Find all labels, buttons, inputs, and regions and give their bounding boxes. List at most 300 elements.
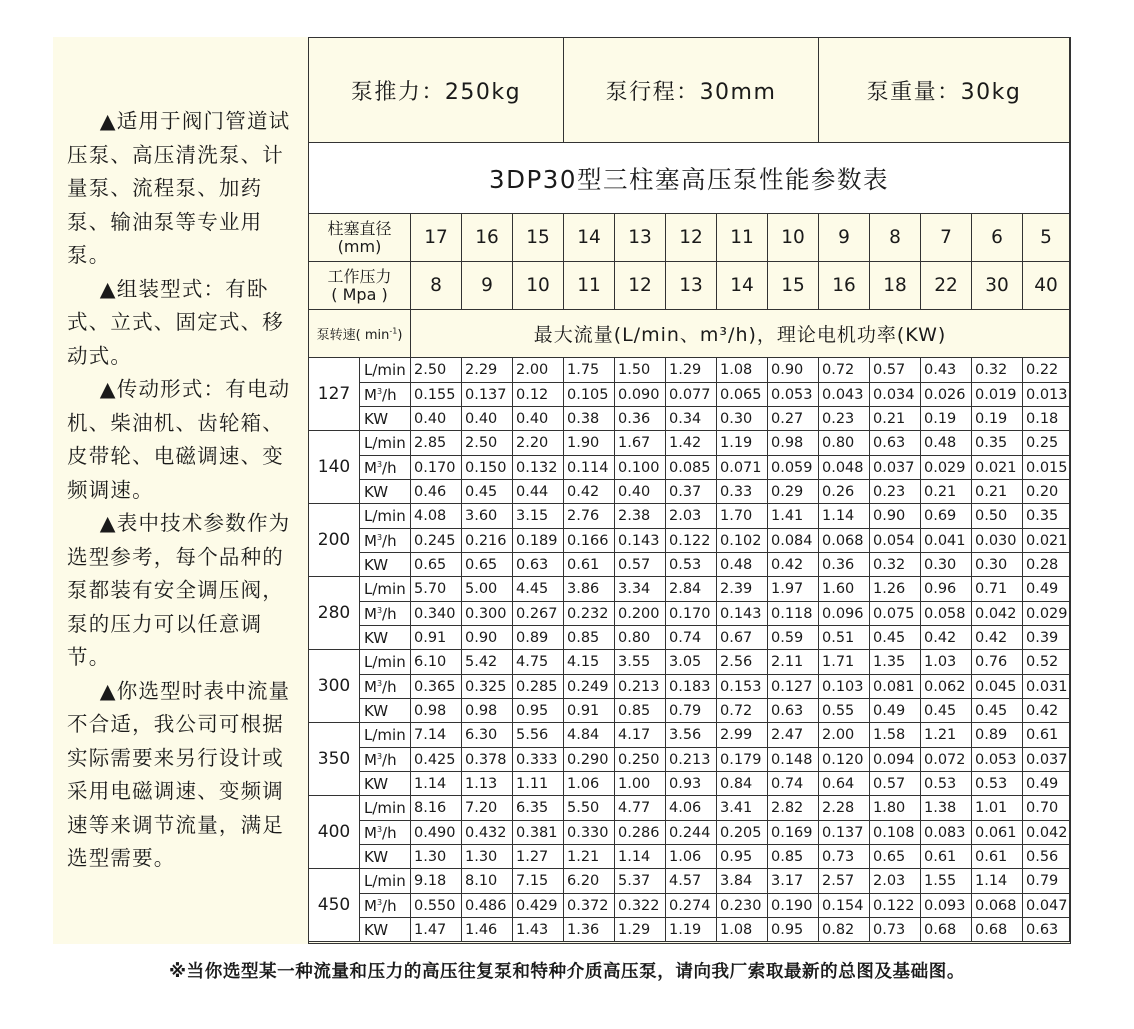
table-cell: 0.21 — [870, 407, 921, 431]
table-cell: 8.10 — [462, 869, 513, 894]
table-cell: 0.34 — [666, 407, 717, 431]
diameter-label-text: 柱塞直径 — [327, 218, 392, 238]
table-cell: 1.38 — [921, 796, 972, 821]
table-cell: 0.91 — [411, 626, 462, 650]
table-cell: 2.85 — [411, 431, 462, 456]
pressure-value: 8 — [411, 262, 462, 310]
table-cell: 0.031 — [1023, 675, 1070, 699]
table-cell: 0.244 — [666, 821, 717, 845]
table-cell: 0.372 — [564, 894, 615, 918]
table-cell: 1.26 — [870, 577, 921, 602]
table-cell: 0.80 — [615, 626, 666, 650]
unit-kw: KW — [360, 626, 411, 650]
table-cell: 1.50 — [615, 358, 666, 383]
table-cell: 0.490 — [411, 821, 462, 845]
table-cell: 2.00 — [513, 358, 564, 383]
table-cell: 0.63 — [768, 699, 819, 723]
table-row — [309, 723, 1070, 748]
table-cell: 0.23 — [819, 407, 870, 431]
table-cell: 0.71 — [972, 577, 1023, 602]
rpm-value: 200 — [309, 504, 360, 577]
table-cell: 0.325 — [462, 675, 513, 699]
table-cell: 0.85 — [615, 699, 666, 723]
table-cell: 0.068 — [819, 529, 870, 553]
table-cell: 0.49 — [870, 699, 921, 723]
table-cell: 0.63 — [1023, 918, 1070, 942]
table-cell: 0.378 — [462, 748, 513, 772]
table-cell: 0.030 — [972, 529, 1023, 553]
table-cell: 3.34 — [615, 577, 666, 602]
table-cell: 0.333 — [513, 748, 564, 772]
table-title: 3DP30型三柱塞高压泵性能参数表 — [309, 143, 1070, 214]
unit-m3h-end: /h — [382, 458, 397, 477]
rpm-label — [309, 310, 411, 358]
unit-lmin: L/min — [360, 796, 411, 821]
unit-lmin: L/min — [360, 504, 411, 529]
table-row — [309, 553, 1070, 577]
table-cell: 2.03 — [870, 869, 921, 894]
table-cell: 1.90 — [564, 431, 615, 456]
table-cell: 1.60 — [819, 577, 870, 602]
table-cell: 0.096 — [819, 602, 870, 626]
table-cell: 5.37 — [615, 869, 666, 894]
table-cell: 0.19 — [972, 407, 1023, 431]
pressure-value: 30 — [972, 262, 1023, 310]
table-cell: 0.33 — [717, 480, 768, 504]
table-cell: 0.26 — [819, 480, 870, 504]
table-cell: 0.084 — [768, 529, 819, 553]
table-cell: 0.037 — [870, 456, 921, 480]
diameter-value: 16 — [462, 214, 513, 262]
sidebar-notes — [53, 37, 309, 944]
table-cell: 0.42 — [921, 626, 972, 650]
unit-m3h — [360, 383, 411, 407]
table-cell: 0.148 — [768, 748, 819, 772]
table-cell: 0.094 — [870, 748, 921, 772]
pressure-row — [309, 262, 1070, 310]
unit-lmin: L/min — [360, 650, 411, 675]
title-row — [309, 143, 1070, 214]
table-cell: 0.91 — [564, 699, 615, 723]
unit-m3h-end: /h — [382, 677, 397, 696]
table-cell: 0.365 — [411, 675, 462, 699]
table-cell: 3.15 — [513, 504, 564, 529]
table-cell: 6.30 — [462, 723, 513, 748]
table-cell: 0.63 — [513, 553, 564, 577]
table-cell: 5.42 — [462, 650, 513, 675]
rpm-value: 350 — [309, 723, 360, 796]
unit-m3h-base: M — [364, 750, 377, 769]
table-cell: 0.072 — [921, 748, 972, 772]
unit-m3h-base: M — [364, 458, 377, 477]
table-cell: 7.15 — [513, 869, 564, 894]
table-cell: 0.132 — [513, 456, 564, 480]
table-cell: 5.50 — [564, 796, 615, 821]
unit-m3h-base: M — [364, 823, 377, 842]
unit-m3h-exponent: 3 — [376, 532, 383, 542]
note-paragraph: ▲你选型时表中流量不合适，我公司可根据实际需要来另行设计或采用电磁调速、变频调速等来调节流量，满足选型需要。 — [67, 678, 291, 870]
table-cell: 2.82 — [768, 796, 819, 821]
diameter-value: 12 — [666, 214, 717, 262]
table-cell: 1.41 — [768, 504, 819, 529]
table-cell: 0.034 — [870, 383, 921, 407]
table-cell: 0.062 — [921, 675, 972, 699]
rpm-label-text: 泵转速 — [316, 328, 356, 343]
table-cell: 0.19 — [921, 407, 972, 431]
table-cell: 0.486 — [462, 894, 513, 918]
table-cell: 0.98 — [768, 431, 819, 456]
rpm-label-end: ) — [397, 328, 403, 343]
table-cell: 8.16 — [411, 796, 462, 821]
flow-header-row — [309, 310, 1070, 358]
table-cell: 0.48 — [921, 431, 972, 456]
table-cell: 0.068 — [972, 894, 1023, 918]
table-cell: 0.82 — [819, 918, 870, 942]
table-cell: 1.11 — [513, 772, 564, 796]
table-cell: 0.90 — [870, 504, 921, 529]
table-cell: 0.37 — [666, 480, 717, 504]
table-cell: 0.026 — [921, 383, 972, 407]
table-cell: 0.249 — [564, 675, 615, 699]
table-cell: 0.98 — [462, 699, 513, 723]
diameter-label-unit: (mm) — [337, 236, 382, 256]
table-row — [309, 845, 1070, 869]
table-row — [309, 529, 1070, 553]
table-cell: 3.41 — [717, 796, 768, 821]
table-cell: 0.76 — [972, 650, 1023, 675]
table-cell: 0.42 — [972, 626, 1023, 650]
table-cell: 0.019 — [972, 383, 1023, 407]
unit-kw: KW — [360, 918, 411, 942]
table-cell: 0.015 — [1023, 456, 1070, 480]
table-row — [309, 407, 1070, 431]
table-cell: 0.029 — [921, 456, 972, 480]
table-cell: 1.80 — [870, 796, 921, 821]
table-cell: 1.19 — [717, 431, 768, 456]
table-cell: 0.32 — [972, 358, 1023, 383]
table-cell: 0.183 — [666, 675, 717, 699]
table-cell: 0.30 — [717, 407, 768, 431]
table-cell: 0.57 — [870, 772, 921, 796]
unit-m3h — [360, 675, 411, 699]
table-cell: 0.48 — [717, 553, 768, 577]
table-cell: 3.60 — [462, 504, 513, 529]
table-cell: 0.114 — [564, 456, 615, 480]
table-cell: 1.08 — [717, 918, 768, 942]
unit-lmin: L/min — [360, 431, 411, 456]
table-cell: 0.179 — [717, 748, 768, 772]
table-cell: 4.84 — [564, 723, 615, 748]
unit-m3h-base: M — [364, 604, 377, 623]
unit-m3h — [360, 748, 411, 772]
diameter-value: 15 — [513, 214, 564, 262]
table-cell: 4.57 — [666, 869, 717, 894]
unit-m3h — [360, 602, 411, 626]
table-cell: 0.45 — [462, 480, 513, 504]
table-cell: 1.27 — [513, 845, 564, 869]
pressure-value: 40 — [1023, 262, 1070, 310]
table-cell: 0.108 — [870, 821, 921, 845]
table-cell: 0.155 — [411, 383, 462, 407]
table-cell: 1.30 — [411, 845, 462, 869]
table-row — [309, 918, 1070, 942]
table-cell: 3.05 — [666, 650, 717, 675]
table-cell: 1.46 — [462, 918, 513, 942]
unit-kw: KW — [360, 480, 411, 504]
table-cell: 0.63 — [870, 431, 921, 456]
table-cell: 0.122 — [666, 529, 717, 553]
diameter-value: 10 — [768, 214, 819, 262]
unit-m3h-exponent: 3 — [376, 678, 383, 688]
table-cell: 2.50 — [411, 358, 462, 383]
table-cell: 3.86 — [564, 577, 615, 602]
unit-m3h-end: /h — [382, 531, 397, 550]
note-paragraph: ▲表中技术参数作为选型参考，每个品种的泵都装有安全调压阀，泵的压力可以任意调节。 — [67, 511, 291, 669]
table-cell: 0.55 — [819, 699, 870, 723]
table-cell: 0.059 — [768, 456, 819, 480]
table-cell: 0.79 — [666, 699, 717, 723]
table-cell: 0.213 — [615, 675, 666, 699]
table-cell: 7.20 — [462, 796, 513, 821]
table-cell: 0.166 — [564, 529, 615, 553]
table-cell: 0.51 — [819, 626, 870, 650]
table-cell: 0.300 — [462, 602, 513, 626]
table-cell: 0.045 — [972, 675, 1023, 699]
table-cell: 0.042 — [1023, 821, 1070, 845]
table-cell: 0.381 — [513, 821, 564, 845]
unit-kw: KW — [360, 553, 411, 577]
table-cell: 0.89 — [972, 723, 1023, 748]
table-cell: 0.205 — [717, 821, 768, 845]
table-cell: 0.127 — [768, 675, 819, 699]
table-cell: 1.13 — [462, 772, 513, 796]
table-cell: 0.267 — [513, 602, 564, 626]
pressure-value: 18 — [870, 262, 921, 310]
pressure-value: 10 — [513, 262, 564, 310]
table-cell: 0.49 — [1023, 577, 1070, 602]
table-cell: 0.322 — [615, 894, 666, 918]
table-cell: 0.432 — [462, 821, 513, 845]
table-cell: 0.245 — [411, 529, 462, 553]
table-cell: 4.17 — [615, 723, 666, 748]
table-cell: 0.73 — [870, 918, 921, 942]
table-cell: 0.61 — [972, 845, 1023, 869]
table-cell: 0.048 — [819, 456, 870, 480]
pressure-value: 12 — [615, 262, 666, 310]
table-cell: 0.43 — [921, 358, 972, 383]
table-cell: 1.21 — [564, 845, 615, 869]
table-cell: 3.55 — [615, 650, 666, 675]
table-row — [309, 626, 1070, 650]
unit-m3h — [360, 821, 411, 845]
table-cell: 5.70 — [411, 577, 462, 602]
table-cell: 2.00 — [819, 723, 870, 748]
table-cell: 4.75 — [513, 650, 564, 675]
table-cell: 0.35 — [972, 431, 1023, 456]
table-cell: 4.77 — [615, 796, 666, 821]
table-cell: 7.14 — [411, 723, 462, 748]
pressure-label-unit: ( Mpa ) — [331, 284, 388, 304]
table-cell: 0.042 — [972, 602, 1023, 626]
unit-lmin: L/min — [360, 358, 411, 383]
table-cell: 0.122 — [870, 894, 921, 918]
table-cell: 1.55 — [921, 869, 972, 894]
table-cell: 1.01 — [972, 796, 1023, 821]
thrust-spec: 泵推力：250kg — [309, 38, 564, 143]
unit-m3h — [360, 894, 411, 918]
table-cell: 1.71 — [819, 650, 870, 675]
table-cell: 0.74 — [768, 772, 819, 796]
pressure-value: 13 — [666, 262, 717, 310]
table-cell: 0.105 — [564, 383, 615, 407]
table-cell: 0.137 — [462, 383, 513, 407]
pressure-value: 14 — [717, 262, 768, 310]
table-cell: 0.70 — [1023, 796, 1070, 821]
diameter-value: 13 — [615, 214, 666, 262]
table-cell: 0.56 — [1023, 845, 1070, 869]
table-cell: 1.35 — [870, 650, 921, 675]
table-cell: 2.28 — [819, 796, 870, 821]
table-cell: 0.35 — [1023, 504, 1070, 529]
unit-m3h-exponent: 3 — [376, 897, 383, 907]
table-cell: 0.120 — [819, 748, 870, 772]
table-cell: 1.14 — [819, 504, 870, 529]
table-cell: 1.29 — [666, 358, 717, 383]
table-cell: 0.95 — [717, 845, 768, 869]
table-cell: 5.56 — [513, 723, 564, 748]
unit-kw: KW — [360, 845, 411, 869]
table-cell: 1.00 — [615, 772, 666, 796]
pressure-value: 16 — [819, 262, 870, 310]
table-cell: 0.047 — [1023, 894, 1070, 918]
table-cell: 0.013 — [1023, 383, 1070, 407]
unit-m3h-exponent: 3 — [376, 459, 383, 469]
table-cell: 1.43 — [513, 918, 564, 942]
table-cell: 1.14 — [615, 845, 666, 869]
table-cell: 0.053 — [972, 748, 1023, 772]
table-cell: 0.65 — [870, 845, 921, 869]
table-row — [309, 675, 1070, 699]
table-cell: 0.037 — [1023, 748, 1070, 772]
rpm-value: 450 — [309, 869, 360, 942]
table-cell: 0.021 — [972, 456, 1023, 480]
table-cell: 1.97 — [768, 577, 819, 602]
table-cell: 1.70 — [717, 504, 768, 529]
table-cell: 1.75 — [564, 358, 615, 383]
table-cell: 0.52 — [1023, 650, 1070, 675]
unit-m3h-end: /h — [382, 823, 397, 842]
unit-m3h — [360, 456, 411, 480]
rpm-label-exponent: -1 — [389, 326, 398, 336]
table-cell: 1.03 — [921, 650, 972, 675]
table-cell: 0.40 — [462, 407, 513, 431]
table-cell: 0.68 — [972, 918, 1023, 942]
table-cell: 0.213 — [666, 748, 717, 772]
table-cell: 0.53 — [921, 772, 972, 796]
table-cell: 0.216 — [462, 529, 513, 553]
table-cell: 1.30 — [462, 845, 513, 869]
table-cell: 0.232 — [564, 602, 615, 626]
table-cell: 0.28 — [1023, 553, 1070, 577]
table-cell: 0.065 — [717, 383, 768, 407]
table-cell: 0.286 — [615, 821, 666, 845]
table-cell: 1.36 — [564, 918, 615, 942]
table-cell: 0.077 — [666, 383, 717, 407]
table-cell: 0.169 — [768, 821, 819, 845]
table-cell: 0.090 — [615, 383, 666, 407]
table-cell: 0.84 — [717, 772, 768, 796]
pressure-value: 11 — [564, 262, 615, 310]
table-cell: 0.89 — [513, 626, 564, 650]
unit-lmin: L/min — [360, 577, 411, 602]
table-cell: 0.36 — [819, 553, 870, 577]
table-row — [309, 504, 1070, 529]
unit-m3h-base: M — [364, 531, 377, 550]
table-cell: 0.73 — [819, 845, 870, 869]
spec-row — [309, 38, 1070, 143]
table-cell: 4.45 — [513, 577, 564, 602]
table-cell: 1.29 — [615, 918, 666, 942]
table-cell: 0.74 — [666, 626, 717, 650]
table-cell: 0.061 — [972, 821, 1023, 845]
note-paragraph: ▲传动形式：有电动机、柴油机、齿轮箱、皮带轮、电磁调速、变频调速。 — [67, 377, 291, 502]
table-cell: 0.190 — [768, 894, 819, 918]
table-row — [309, 358, 1070, 383]
unit-kw: KW — [360, 407, 411, 431]
table-cell: 0.250 — [615, 748, 666, 772]
table-row — [309, 431, 1070, 456]
unit-kw: KW — [360, 699, 411, 723]
table-cell: 2.99 — [717, 723, 768, 748]
table-cell: 0.083 — [921, 821, 972, 845]
table-cell: 0.61 — [1023, 723, 1070, 748]
table-cell: 0.429 — [513, 894, 564, 918]
rpm-value: 300 — [309, 650, 360, 723]
table-cell: 0.68 — [921, 918, 972, 942]
table-cell: 0.40 — [615, 480, 666, 504]
table-cell: 5.00 — [462, 577, 513, 602]
table-row — [309, 650, 1070, 675]
table-cell: 0.18 — [1023, 407, 1070, 431]
table-cell: 0.69 — [921, 504, 972, 529]
unit-lmin: L/min — [360, 869, 411, 894]
table-row — [309, 821, 1070, 845]
table-cell: 0.23 — [870, 480, 921, 504]
table-cell: 0.22 — [1023, 358, 1070, 383]
table-cell: 2.38 — [615, 504, 666, 529]
table-cell: 0.59 — [768, 626, 819, 650]
pressure-value: 9 — [462, 262, 513, 310]
table-cell: 0.42 — [768, 553, 819, 577]
rpm-value: 127 — [309, 358, 360, 431]
table-cell: 0.90 — [462, 626, 513, 650]
table-cell: 0.29 — [768, 480, 819, 504]
table-cell: 0.154 — [819, 894, 870, 918]
table-row — [309, 894, 1070, 918]
table-cell: 0.029 — [1023, 602, 1070, 626]
table-cell: 0.90 — [768, 358, 819, 383]
note-paragraph: ▲组装型式：有卧式、立式、固定式、移动式。 — [67, 276, 284, 368]
table-cell: 0.230 — [717, 894, 768, 918]
table-cell: 0.075 — [870, 602, 921, 626]
table-cell: 0.425 — [411, 748, 462, 772]
table-cell: 1.14 — [972, 869, 1023, 894]
table-cell: 0.12 — [513, 383, 564, 407]
table-cell: 6.10 — [411, 650, 462, 675]
table-cell: 1.42 — [666, 431, 717, 456]
table-cell: 0.30 — [921, 553, 972, 577]
table-cell: 1.06 — [666, 845, 717, 869]
